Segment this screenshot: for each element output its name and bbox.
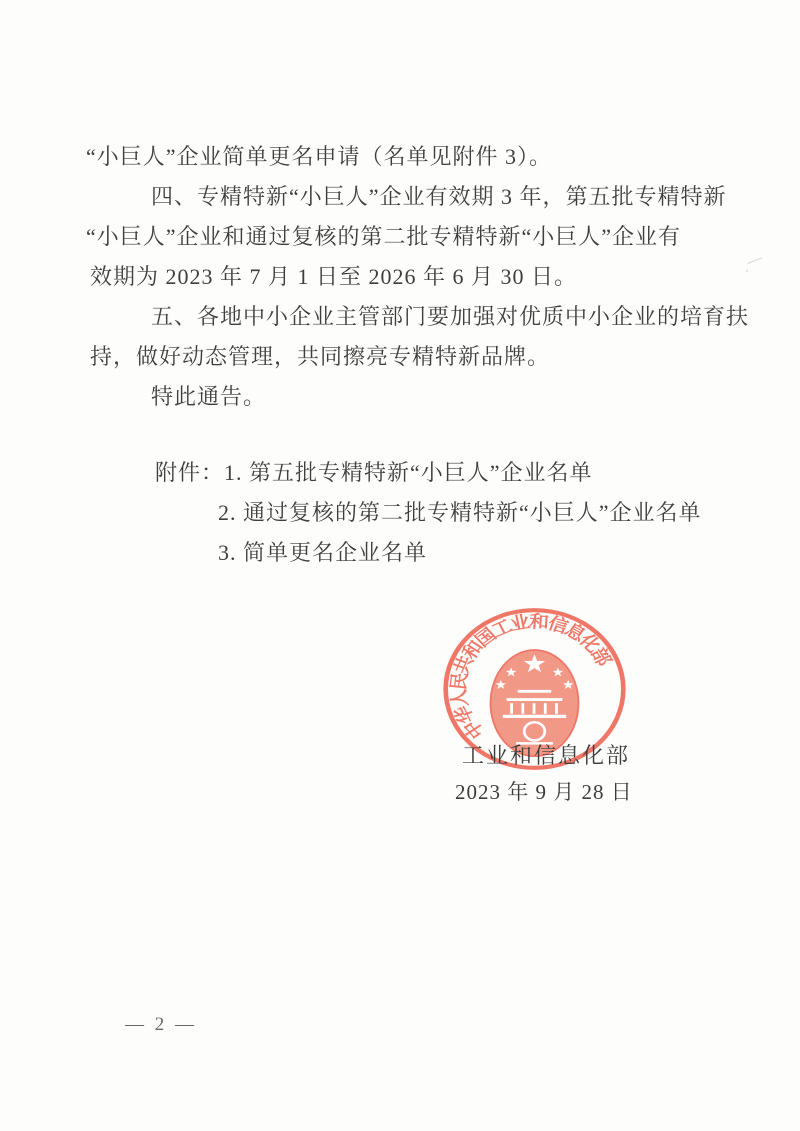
signature-agency: 工业和信息化部 (462, 743, 631, 768)
attachments-line (155, 460, 593, 486)
body-line: 特此通告。 (151, 384, 267, 409)
body-line: 四、专精特新“小巨人”企业有效期 3 年，第五批专精特新 (151, 184, 727, 209)
body-line: 持，做好动态管理，共同擦亮专精特新品牌。 (90, 344, 551, 369)
seal-ring-text: 中华人民共和国工业和信息化部 (447, 612, 615, 742)
attachments-label: 附件： (155, 460, 225, 485)
page-number: — 2 — (125, 1014, 197, 1035)
body-line: 效期为 2023 年 7 月 1 日至 2026 年 6 月 30 日。 (90, 264, 578, 289)
body-line: “小巨人”企业和通过复核的第二批专精特新“小巨人”企业有 (86, 224, 682, 249)
body-line: 五、各地中小企业主管部门要加强对优质中小企业的培育扶 (151, 304, 750, 329)
signature-date: 2023 年 9 月 28 日 (455, 780, 633, 804)
scan-artifact (747, 257, 764, 269)
body-line: “小巨人”企业简单更名申请（名单见附件 3）。 (86, 144, 553, 169)
attachment-item: 3. 简单更名企业名单 (218, 540, 428, 565)
attachment-item: 1. 第五批专精特新“小巨人”企业名单 (224, 460, 593, 485)
attachment-item: 2. 通过复核的第二批专精特新“小巨人”企业名单 (218, 500, 702, 525)
